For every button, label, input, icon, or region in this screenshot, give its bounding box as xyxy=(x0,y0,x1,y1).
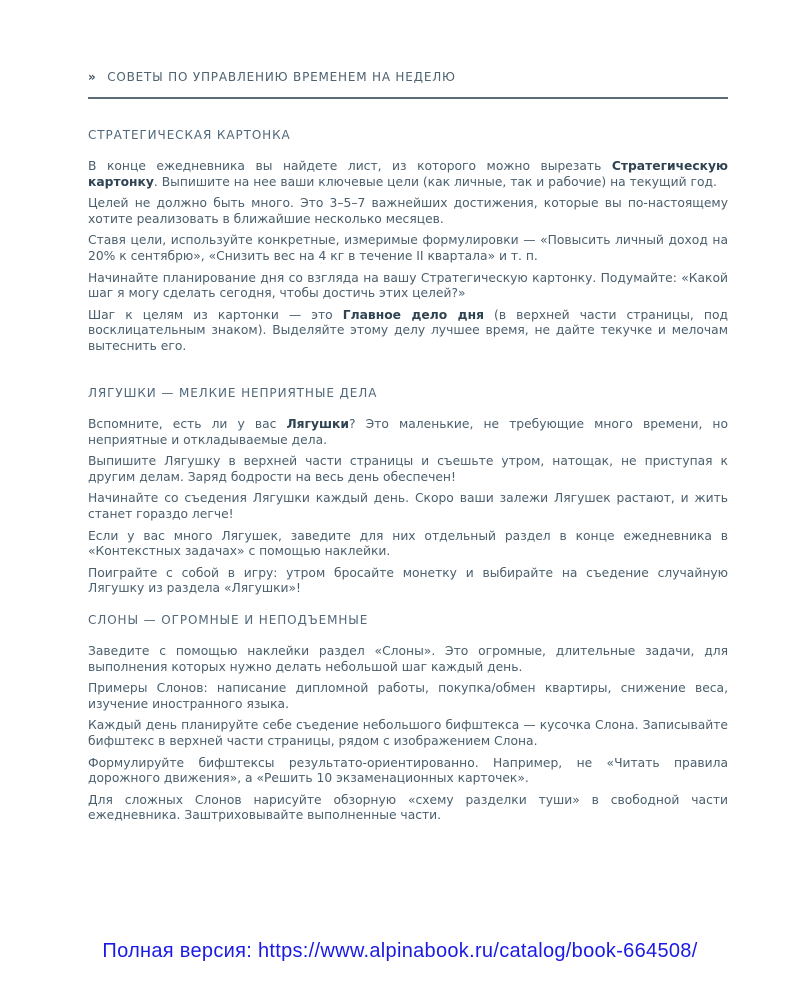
paragraph: Выпишите Лягушку в верхней части страницы и съешьте утром, натощак, не приступая к другим делам. Заряд бодрости на весь день обеспечен! xyxy=(88,454,728,484)
paragraph: Шаг к целям из картонки — это Главное дело дня (в верхней части страницы, под восклицательным знаком). Выделяйте этому делу лучшее время, не дайте текучке и мелочам вытеснить его. xyxy=(88,307,728,353)
paragraph: Вспомните, есть ли у вас Лягушки? Это маленькие, не требующие много времени, но неприятные и откладываемые дела. xyxy=(88,417,728,447)
paragraph: Заведите с помощью наклейки раздел «Слоны». Это огромные, длительные задачи, для выполнения которых нужно делать небольшой шаг каждый день. xyxy=(88,644,728,674)
paragraph: Примеры Слонов: написание дипломной работы, покупка/обмен квартиры, снижение веса, изучение иностранного языка. xyxy=(88,681,728,711)
full-version-link[interactable]: Полная версия: https://www.alpinabook.ru/catalog/book-664508/ xyxy=(102,940,698,962)
paragraph: Формулируйте бифштексы результато-ориентированно. Например, не «Читать правила дорожного движения», а «Решить 10 экзаменационных карточек». xyxy=(88,755,728,786)
section-elephants xyxy=(88,613,728,830)
paragraph: Начинайте со съедения Лягушки каждый день. Скоро ваши залежи Лягушек растают, и жить станет гораздо легче! xyxy=(88,491,728,521)
section-frogs xyxy=(88,386,728,603)
header-marker: » xyxy=(88,70,97,84)
section-title: СТРАТЕГИЧЕСКАЯ КАРТОНКА xyxy=(88,128,291,142)
paragraph: Для сложных Слонов нарисуйте обзорную «схему разделки туши» в свободной части ежедневника. Заштриховывайте выполненные части. xyxy=(88,792,728,823)
header-title: СОВЕТЫ ПО УПРАВЛЕНИЮ ВРЕМЕНЕМ НА НЕДЕЛЮ xyxy=(107,70,456,84)
paragraph: В конце ежедневника вы найдете лист, из которого можно вырезать Стратегическую картонку. Выпишите на нее ваши ключевые цели (как личные, так и рабочие) на текущий год. xyxy=(88,159,728,189)
paragraph: Поиграйте с собой в игру: утром бросайте монетку и выбирайте на съедение случайную Лягушку из раздела «Лягушки»! xyxy=(88,565,728,596)
section-strategic-card xyxy=(88,128,728,361)
section-title: ЛЯГУШКИ — МЕЛКИЕ НЕПРИЯТНЫЕ ДЕЛА xyxy=(88,386,378,400)
paragraph: Ставя цели, используйте конкретные, измеримые формулировки — «Повысить личный доход на 20% к сентябрю», «Снизить вес на 4 кг в течение II квартала» и т. п. xyxy=(88,233,728,263)
paragraph: Начинайте планирование дня со взгляда на вашу Стратегическую картонку. Подумайте: «Какой шаг я могу сделать сегодня, чтобы достичь этих целей?» xyxy=(88,270,728,301)
section-title: СЛОНЫ — ОГРОМНЫЕ И НЕПОДЪЕМНЫЕ xyxy=(88,613,369,627)
paragraph: Каждый день планируйте себе съедение небольшого бифштекса — кусочка Слона. Записывайте бифштекс в верхней части страницы, рядом с изображением Слона. xyxy=(88,718,728,748)
paragraph: Если у вас много Лягушек, заведите для них отдельный раздел в конце ежедневника в «Контекстных задачах» с помощью наклейки. xyxy=(88,528,728,559)
paragraph: Целей не должно быть много. Это 3–5–7 важнейших достижения, которые вы по-настоящему хотите реализовать в ближайшие несколько месяцев. xyxy=(88,196,728,226)
page-header xyxy=(88,70,728,99)
